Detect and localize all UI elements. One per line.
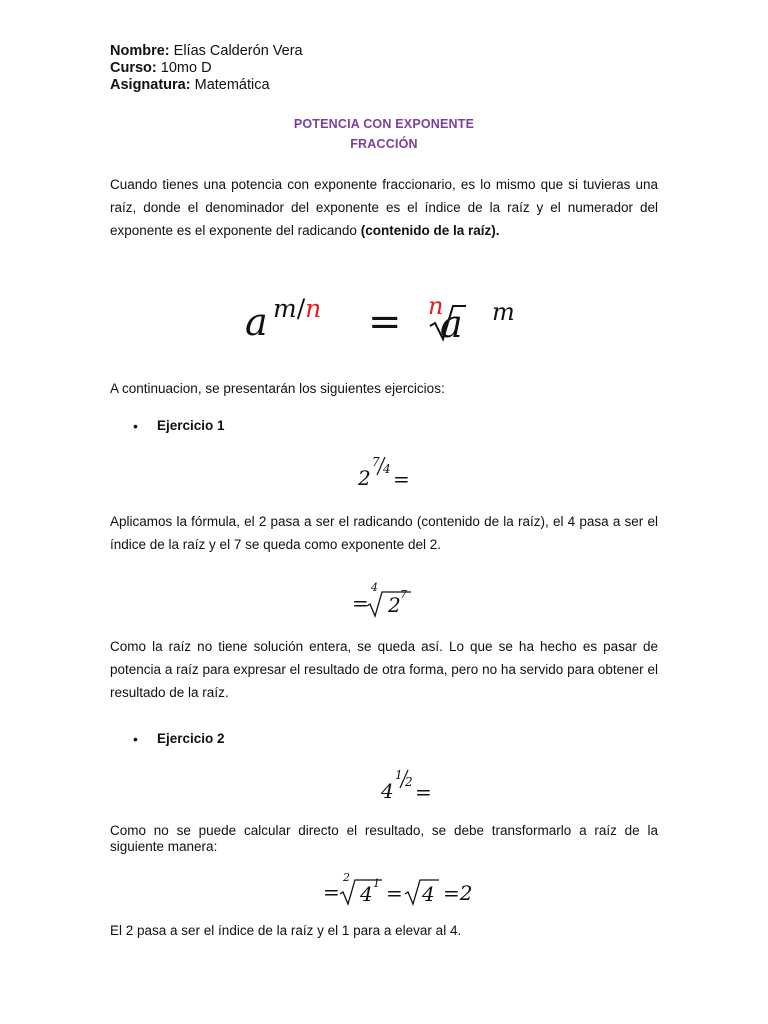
student-name-line	[110, 42, 303, 60]
ex1-base: 2	[358, 466, 371, 490]
continuation-text: A continuacion, se presentarán los siguientes ejercicios:	[110, 381, 445, 396]
document-title	[0, 114, 768, 154]
formula-exp-den: n	[305, 294, 322, 323]
formula-radicand-exp: m	[492, 298, 515, 326]
ex2-r-index: 2	[343, 871, 350, 884]
formula-root-index: n	[428, 292, 444, 320]
ex2-base: 4	[381, 779, 394, 803]
ex1-explanation: Aplicamos la fórmula, el 2 pasa a ser el radicando (contenido de la raíz), el 4 pasa a ser el índice de la raíz y el 7 se queda como exponente del 2.	[110, 514, 658, 552]
formula-exponent	[273, 294, 321, 324]
name-value: Elías Calderón Vera	[173, 43, 303, 59]
formula-radicand: a	[440, 302, 463, 346]
exercise-1-label: Ejercicio 1	[157, 418, 225, 433]
ex1-exp-num: 7	[372, 455, 380, 469]
bullet-icon: •	[133, 731, 138, 747]
formula-base: a	[245, 300, 268, 344]
formula-power	[245, 300, 268, 344]
course-value: 10mo D	[160, 60, 212, 76]
ex2-r-equals-1: =	[323, 880, 340, 904]
name-label: Nombre:	[110, 43, 170, 59]
ex2-r-base-2: 4	[422, 882, 435, 906]
ex2-r-exp-1: 1	[373, 877, 380, 890]
ex1-result-index: 4	[371, 581, 378, 594]
course-label: Curso:	[110, 60, 157, 76]
intro-bold: (contenido de la raíz).	[360, 223, 500, 238]
ex1-exp-den: 4	[383, 462, 391, 476]
title-line-1: POTENCIA CON EXPONENTE	[293, 117, 475, 131]
ex1-conclusion: Como la raíz no tiene solución entera, se queda así. Lo que se ha hecho es pasar de potencia a raíz para expresar el resultado de otra forma, pero no ha servido para obtener el resultado de la raíz.	[110, 639, 658, 700]
ex2-exp-den: 2	[405, 775, 413, 789]
ex2-r-base-1: 4	[360, 882, 373, 906]
ex2-explanation: Como no se puede calcular directo el resultado, se debe transformarlo a raíz de la siguiente manera:	[110, 823, 658, 854]
title-line-2: FRACCIÓN	[350, 137, 418, 151]
subject-label: Asignatura:	[110, 77, 191, 93]
course-line	[110, 59, 212, 77]
bullet-icon: •	[133, 418, 138, 434]
ex2-r-equals-2: =	[386, 881, 403, 905]
ex2-r-result: =2	[443, 881, 473, 905]
ex1-equals: =	[393, 467, 410, 491]
exercise-2-label: Ejercicio 2	[157, 731, 225, 746]
formula-equals: =	[368, 299, 402, 345]
subject-line	[110, 76, 270, 94]
formula-exp-num: m	[273, 294, 297, 323]
ex2-closing: El 2 pasa a ser el índice de la raíz y el 1 para a elevar al 4.	[110, 923, 462, 938]
ex1-result-exp: 7	[400, 588, 407, 601]
ex1-result-equals: =	[352, 591, 369, 615]
ex2-equals: =	[415, 780, 432, 804]
intro-text: Cuando tienes una potencia con exponente fraccionario, es lo mismo que si tuvieras una raíz, donde el denominador del exponente es el índice de la raíz y el numerador del exponente es el exponente del radicando	[110, 177, 658, 238]
formula-slash: /	[296, 294, 306, 323]
ex1-result-base: 2	[388, 593, 401, 617]
ex2-exp-num: 1	[395, 768, 403, 782]
subject-value: Matemática	[194, 77, 270, 93]
intro-paragraph	[110, 173, 658, 242]
